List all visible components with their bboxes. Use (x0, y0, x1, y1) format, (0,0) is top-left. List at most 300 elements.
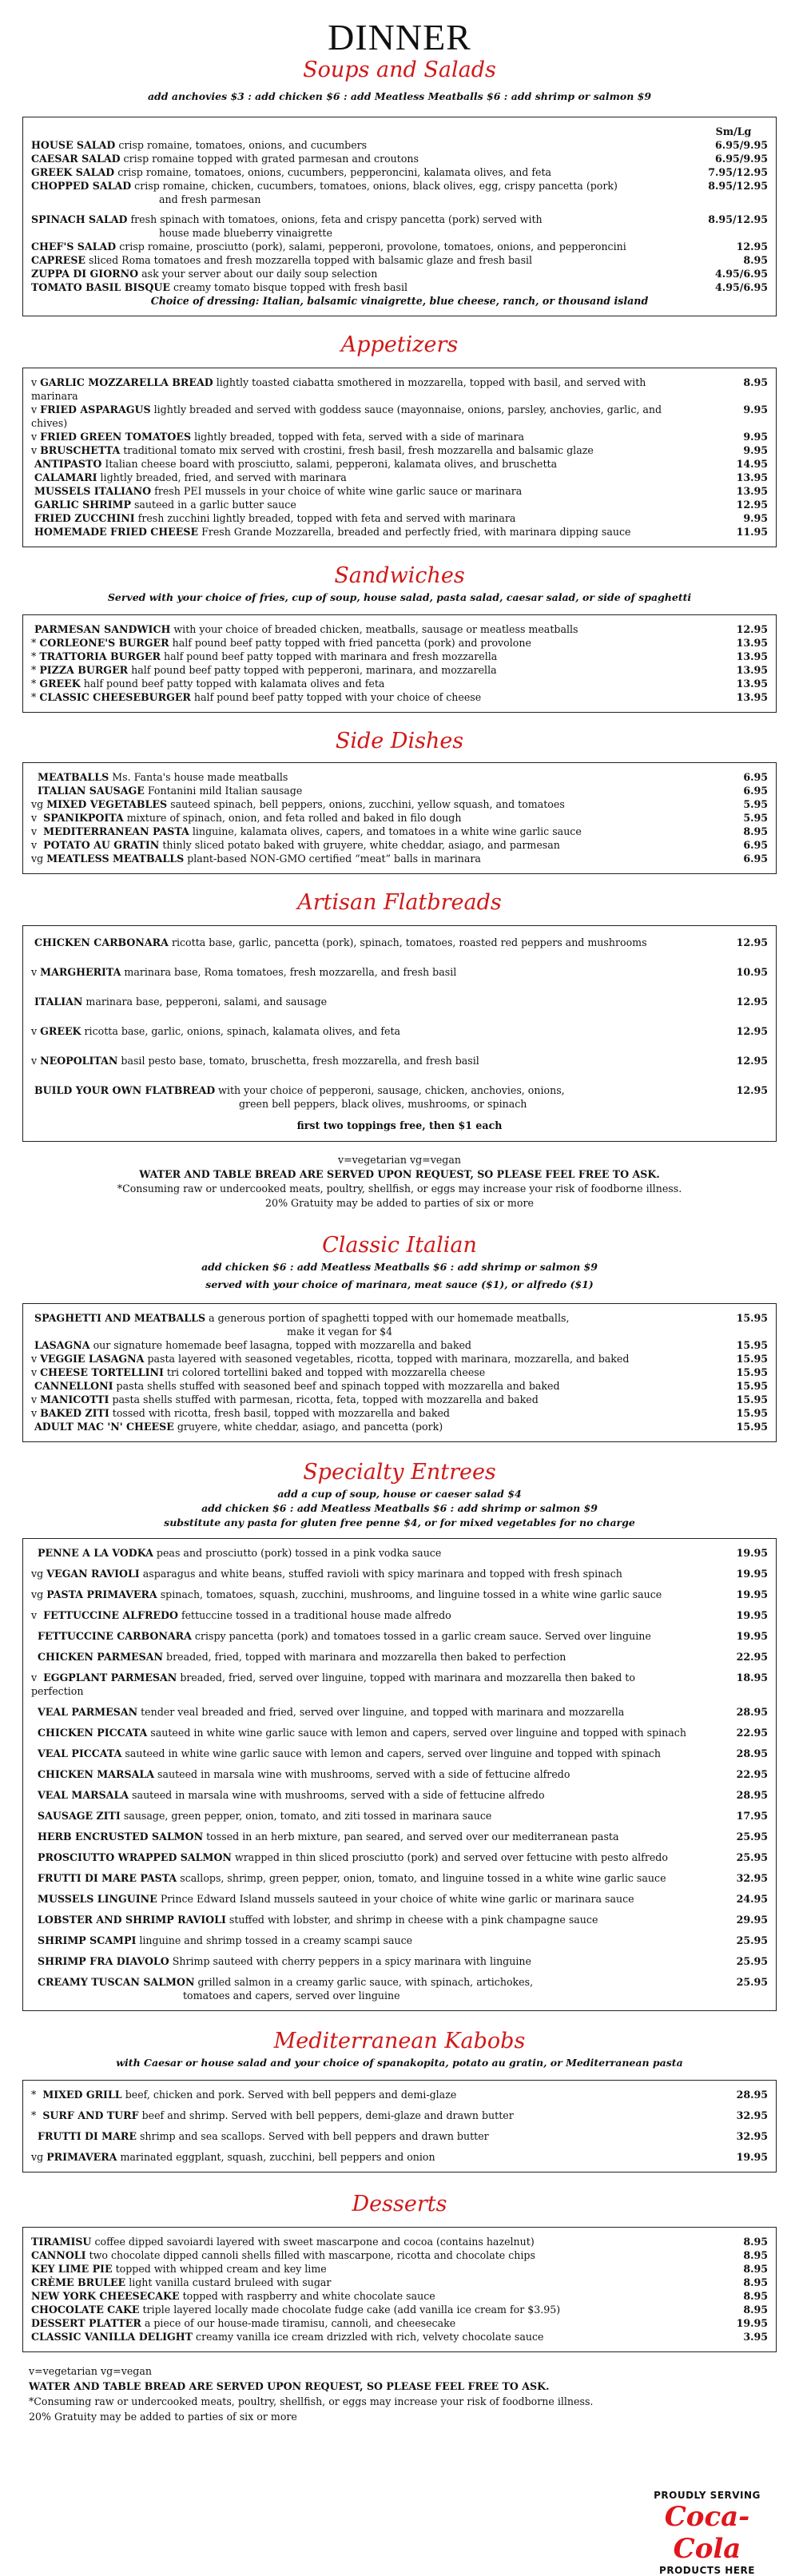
menu-item-desc: tri colored tortellini baked and topped with mozzarella cheese (166, 1366, 486, 1378)
menu-item (31, 1934, 768, 1947)
menu-item-price: 15.95 (736, 1380, 768, 1392)
menu-item (31, 2276, 768, 2289)
menu-item-name: MEATBALLS (38, 771, 109, 783)
menu-item (31, 165, 768, 179)
menu-item-description-block (31, 936, 699, 949)
menu-item-description-block (31, 1671, 699, 1698)
menu-item-price: 25.95 (736, 1934, 768, 1946)
diet-legend: v=vegetarian vg=vegan (338, 1154, 461, 1166)
section-subtitle: with Caesar or house salad and your choice of spanakopita, potato au gratin, or Mediterranean pasta (116, 2057, 683, 2069)
menu-item-desc: lightly toasted ciabatta smothered in mozzarella, topped with basil, and served with marinara (31, 376, 646, 402)
menu-item-desc-continued: green bell peppers, black olives, mushrooms, or spinach (239, 1098, 527, 1110)
menu-item-name: CHICKEN PARMESAN (38, 1651, 164, 1663)
menu-item-name: SPINACH SALAD (31, 213, 128, 225)
menu-item (31, 2109, 768, 2122)
menu-item-price: 13.95 (736, 650, 768, 662)
menu-item (31, 1788, 768, 1802)
menu-item-description-block (31, 1650, 699, 1664)
menu-item (31, 1406, 768, 1420)
menu-item-price: 12.95 (736, 623, 768, 635)
menu-item-price: 32.95 (736, 2109, 768, 2121)
menu-item-description-block (31, 165, 699, 179)
menu-item (31, 1054, 768, 1067)
menu-item-name: NEW YORK CHEESECAKE (31, 2290, 180, 2302)
menu-item (31, 152, 768, 165)
menu-item-desc: lightly breaded and served with goddess sauce (mayonnaise, onions, parsley, anchovies, garlic, and chives) (31, 403, 662, 429)
menu-item (31, 1705, 768, 1719)
menu-item (31, 1588, 768, 1601)
menu-item-desc: sauteed in white wine garlic sauce with lemon and capers, served over linguine and topped with spinach (150, 1727, 686, 1739)
diet-marker: v (31, 403, 38, 415)
menu-item-name: HERB ENCRUSTED SALMON (38, 1831, 204, 1843)
menu-item-description-block (31, 1338, 699, 1352)
menu-item-name: TOMATO BASIL BISQUE (31, 281, 170, 293)
menu-item-desc: crisp romaine, tomatoes, onions, and cucumbers (118, 139, 368, 151)
menu-item (31, 1851, 768, 1864)
menu-item-price: 8.95 (743, 2304, 768, 2316)
menu-item-price: 8.95 (743, 825, 768, 837)
menu-item-name: ADULT MAC 'N' CHEESE (34, 1421, 174, 1433)
menu-item (31, 1975, 768, 2002)
menu-item-description-block (31, 1767, 699, 1781)
diet-marker: vg (31, 853, 44, 865)
menu-item-price: 13.95 (736, 664, 768, 676)
menu-item (31, 2316, 768, 2330)
menu-item-name: KEY LIME PIE (31, 2263, 113, 2275)
menu-item-name: CRÈME BRULEE (31, 2276, 126, 2288)
menu-item-price: 15.95 (736, 1366, 768, 1378)
menu-item (31, 1629, 768, 1643)
section-title-classic-italian: Classic Italian (322, 1233, 477, 1258)
menu-item (31, 403, 768, 430)
menu-item-price: 8.95 (743, 2263, 768, 2275)
menu-item (31, 484, 768, 498)
menu-item (31, 1871, 768, 1885)
menu-item-desc: half pound beef patty topped with your choice of cheese (193, 691, 482, 703)
menu-item (31, 1567, 768, 1580)
menu-item-desc: crispy pancetta (pork) and tomatoes tossed in a garlic cream sauce. Served over linguine (194, 1630, 651, 1642)
menu-item-name: TRATTORIA BURGER (39, 650, 161, 662)
menu-item-desc: a generous portion of spaghetti topped with our homemade meatballs, (209, 1312, 570, 1324)
menu-item (31, 622, 768, 636)
menu-item-description-block (31, 138, 699, 152)
menu-item (31, 690, 768, 704)
gratuity-note: 20% Gratuity may be added to parties of six or more (29, 2411, 297, 2423)
menu-box-flatbreads (22, 925, 777, 1142)
menu-item-description-block (31, 2150, 699, 2164)
menu-item-price: 15.95 (736, 1407, 768, 1419)
menu-item-description-block (31, 2289, 699, 2303)
menu-item-price: 28.95 (736, 1706, 768, 1718)
menu-item-name: VEAL PICCATA (38, 1747, 122, 1759)
diet-marker: * (31, 637, 37, 649)
menu-item-desc: triple layered locally made chocolate fudge cake (add vanilla ice cream for $3.95) (142, 2304, 561, 2316)
menu-item-name: FRIED GREEN TOMATOES (40, 431, 192, 443)
menu-item-price: 4.95/6.95 (715, 268, 768, 280)
menu-item-description-block (31, 1629, 699, 1643)
menu-item-description-block (31, 240, 699, 253)
menu-item-name: CHICKEN CARBONARA (34, 936, 169, 948)
diet-marker (31, 1976, 38, 1988)
menu-box-desserts (22, 2227, 777, 2352)
menu-box-specialty-entrees (22, 1538, 777, 2011)
menu-item (31, 2303, 768, 2316)
menu-item-price: 6.95 (743, 839, 768, 851)
menu-item-description-block (31, 2235, 699, 2248)
menu-item-price: 22.95 (736, 1768, 768, 1780)
menu-item-price: 28.95 (736, 2089, 768, 2101)
diet-marker: v (31, 812, 41, 824)
menu-item-description-block (31, 2109, 699, 2122)
menu-item-price: 15.95 (736, 1421, 768, 1433)
diet-marker (31, 2130, 38, 2142)
menu-item-description-block (31, 852, 699, 865)
size-header: Sm/Lg (715, 125, 752, 137)
menu-item-desc: with your choice of pepperoni, sausage, chicken, anchovies, onions, (218, 1084, 565, 1096)
menu-item-price: 29.95 (736, 1914, 768, 1926)
menu-item-name: CHOCOLATE CAKE (31, 2304, 140, 2316)
menu-item-description-block (31, 1788, 699, 1802)
menu-item-description-block (31, 1705, 699, 1719)
menu-item-description-block (31, 1830, 699, 1843)
menu-item (31, 663, 768, 677)
section-subtitle: substitute any pasta for gluten free penne $4, or for mixed vegetables for no charge (164, 1517, 635, 1529)
menu-item-name: FRIED ASPARAGUS (40, 403, 151, 415)
menu-item-name: FETTUCCINE ALFREDO (43, 1609, 178, 1621)
diet-marker (31, 1547, 38, 1559)
menu-item-description-block (31, 1851, 699, 1864)
diet-marker: vg (31, 1568, 44, 1580)
menu-item-name: CANNOLI (31, 2249, 86, 2261)
menu-item-desc: sauteed in a garlic butter sauce (133, 499, 296, 511)
menu-item (31, 1393, 768, 1406)
menu-item-price: 13.95 (736, 637, 768, 649)
menu-item (31, 1809, 768, 1823)
menu-item-price: 24.95 (736, 1893, 768, 1905)
menu-item-description-block (31, 1352, 699, 1366)
diet-marker: v (31, 1055, 38, 1067)
diet-marker: vg (31, 798, 44, 810)
menu-item-name: SHRIMP FRA DIAVOLO (38, 1955, 169, 1967)
diet-marker (31, 1851, 38, 1863)
menu-item-price: 9.95 (743, 444, 768, 456)
menu-item-name: CHEF'S SALAD (31, 241, 117, 252)
menu-item-desc: beef, chicken and pork. Served with bell peppers and demi-glaze (125, 2089, 457, 2101)
section-title-side-dishes: Side Dishes (335, 729, 464, 753)
menu-item (31, 2150, 768, 2164)
menu-item (31, 376, 768, 403)
menu-box-side-dishes (22, 762, 777, 874)
menu-item-desc: linguine and shrimp tossed in a creamy scampi sauce (139, 1934, 413, 1946)
menu-item-name: FETTUCCINE CARBONARA (38, 1630, 192, 1642)
menu-item-desc: grilled salmon in a creamy garlic sauce, with spinach, artichokes, (197, 1976, 534, 1988)
diet-marker (31, 1955, 38, 1967)
menu-item-name: POTATO AU GRATIN (43, 839, 160, 851)
menu-item (31, 471, 768, 484)
diet-marker: * (31, 2089, 40, 2101)
menu-item-desc: creamy vanilla ice cream drizzled with rich, velvety chocolate sauce (196, 2331, 544, 2343)
menu-item-price: 9.95 (743, 512, 768, 524)
menu-item-desc: sauteed in marsala wine with mushrooms, served with a side of fettucine alfredo (157, 1768, 570, 1780)
menu-item-name: CHICKEN MARSALA (38, 1768, 154, 1780)
diet-marker (31, 1789, 38, 1801)
menu-item-desc: scallops, shrimp, green pepper, onion, tomato, and linguine tossed in a white wine garlic sauce (180, 1872, 666, 1884)
menu-item-description-block (31, 2303, 699, 2316)
menu-item-desc: Shrimp sauteed with cherry peppers in a spicy marinara with linguine (172, 1955, 531, 1967)
menu-item-description-block (31, 457, 699, 471)
menu-item-price: 25.95 (736, 1955, 768, 1967)
menu-item (31, 1608, 768, 1622)
menu-item-name: CAESAR SALAD (31, 153, 121, 165)
menu-item (31, 430, 768, 443)
menu-item (31, 1892, 768, 1906)
menu-item-desc: shrimp and sea scallops. Served with bell peppers and drawn butter (139, 2130, 489, 2142)
menu-item-name: ITALIAN (34, 996, 83, 1008)
menu-item-desc: crisp romaine, chicken, cucumbers, tomatoes, onions, black olives, egg, crispy pancetta (pork) (134, 180, 618, 192)
menu-item (31, 1767, 768, 1781)
menu-item (31, 498, 768, 511)
menu-item-description-block (31, 2276, 699, 2289)
menu-item-name: DESSERT PLATTER (31, 2317, 141, 2329)
menu-item-name: SPANIKPOITA (43, 812, 124, 824)
menu-item-price: 5.95 (743, 812, 768, 824)
menu-item-name: PROSCIUTTO WRAPPED SALMON (38, 1851, 232, 1863)
menu-item-desc-continued: tomatoes and capers, served over linguine (183, 1990, 400, 2002)
badge-bottom-text: PRODUCTS HERE (659, 2565, 755, 2576)
menu-item-name: SURF AND TURF (42, 2109, 139, 2121)
menu-item-desc: creamy tomato bisque topped with fresh basil (173, 281, 408, 293)
menu-item-price: 19.95 (736, 1547, 768, 1559)
menu-item-description-block (31, 179, 699, 206)
menu-item-name: CHICKEN PICCATA (38, 1727, 148, 1739)
menu-item-desc: fettuccine tossed in a traditional house made alfredo (181, 1609, 451, 1621)
toppings-note: first two toppings free, then $1 each (296, 1119, 503, 1131)
menu-item-price: 8.95/12.95 (708, 180, 768, 192)
menu-item-desc: topped with whipped cream and key lime (115, 2263, 327, 2275)
menu-item-description-block (31, 267, 699, 280)
menu-item-description-block (31, 1726, 699, 1739)
menu-item-price: 10.95 (736, 966, 768, 978)
menu-item (31, 2088, 768, 2101)
menu-item-desc: basil pesto base, tomato, bruschetta, fresh mozzarella, and fresh basil (121, 1055, 479, 1067)
menu-item-description-block (31, 1954, 699, 1968)
menu-item-desc: fresh PEI mussels in your choice of white wine garlic sauce or marinara (154, 485, 523, 497)
menu-item-name: CALAMARI (34, 471, 97, 483)
menu-item-name: GREEK (40, 1025, 81, 1037)
section-title-appetizers: Appetizers (340, 332, 459, 357)
menu-item-name: VEAL PARMESAN (38, 1706, 138, 1718)
menu-item-description-block (31, 838, 699, 852)
menu-item-desc: ask your server about our daily soup selection (141, 268, 378, 280)
menu-item-description-block (31, 1934, 699, 1947)
menu-item-desc: sauteed spinach, bell peppers, onions, zucchini, yellow squash, and tomatoes (170, 798, 565, 810)
menu-item-price: 13.95 (736, 471, 768, 483)
menu-item-name: PARMESAN SANDWICH (34, 623, 171, 635)
menu-item-name: GREEK (39, 678, 81, 690)
menu-item (31, 677, 768, 690)
menu-item-price: 12.95 (736, 1084, 768, 1096)
menu-item-description-block (31, 1608, 699, 1622)
coca-cola-logo: Coca-Cola (664, 2501, 750, 2565)
menu-item-name: PASTA PRIMAVERA (46, 1588, 157, 1600)
diet-marker: v (31, 1407, 38, 1419)
menu-item-desc: half pound beef patty topped with fried pancetta (pork) and provolone (172, 637, 531, 649)
menu-item-description-block (31, 471, 699, 484)
menu-item-description-block (31, 1366, 699, 1379)
menu-box-sandwiches (22, 614, 777, 713)
menu-item-desc: stuffed with lobster, and shrimp in cheese with a pink champagne sauce (229, 1914, 598, 1926)
menu-item-description-block (31, 2330, 699, 2343)
diet-marker (31, 1727, 38, 1739)
menu-item-name: ANTIPASTO (34, 458, 102, 470)
menu-item-desc: ricotta base, garlic, onions, spinach, kalamata olives, and feta (84, 1025, 401, 1037)
dressing-note: Choice of dressing: Italian, balsamic vinaigrette, blue cheese, ranch, or thousand island (150, 295, 649, 307)
menu-item-price: 5.95 (743, 798, 768, 810)
menu-item-price: 12.95 (736, 499, 768, 511)
diet-marker (31, 1630, 38, 1642)
menu-item-price: 19.95 (736, 2151, 768, 2163)
menu-item-name: MARGHERITA (40, 966, 121, 978)
menu-item-desc: tender veal breaded and fried, served over linguine, and topped with marinara and mozzarella (141, 1706, 625, 1718)
gratuity-note: 20% Gratuity may be added to parties of six or more (265, 1197, 534, 1209)
menu-box-classic-italian (22, 1303, 777, 1442)
menu-item-desc-continued: and fresh parmesan (159, 193, 261, 205)
menu-item-desc: pasta layered with seasoned vegetables, ricotta, topped with marinara, mozzarella, and baked (147, 1353, 630, 1365)
diet-marker: v (31, 444, 38, 456)
menu-item-desc: Fresh Grande Mozzarella, breaded and perfectly fried, with marinara dipping sauce (201, 526, 631, 538)
menu-item-description-block (31, 525, 699, 539)
menu-item (31, 1726, 768, 1739)
menu-item-description-block (31, 1054, 699, 1067)
bottom-notes-block (22, 2363, 777, 2424)
diet-marker (31, 1914, 38, 1926)
menu-item-description-block (31, 677, 699, 690)
consume-warning: *Consuming raw or undercooked meats, poultry, shellfish, or eggs may increase your risk of foodborne illness. (29, 2395, 594, 2407)
menu-item-description-block (31, 1892, 699, 1906)
menu-item-description-block (31, 636, 699, 650)
section-title-desserts: Desserts (352, 2192, 447, 2216)
menu-item-name: VEGAN RAVIOLI (46, 1568, 140, 1580)
menu-item-price: 6.95/9.95 (715, 153, 768, 165)
menu-item-price: 6.95 (743, 785, 768, 797)
menu-item-price: 13.95 (736, 691, 768, 703)
menu-item (31, 1546, 768, 1560)
menu-item-name: LASAGNA (34, 1339, 90, 1351)
diet-marker: * (31, 678, 37, 690)
menu-item (31, 784, 768, 797)
menu-item (31, 1747, 768, 1760)
menu-item-desc: pasta shells stuffed with seasoned beef and spinach topped with mozzarella and baked (116, 1380, 560, 1392)
menu-item-price: 32.95 (736, 2130, 768, 2142)
menu-item (31, 852, 768, 865)
menu-item-price: 25.95 (736, 1851, 768, 1863)
menu-item (31, 240, 768, 253)
menu-item (31, 995, 768, 1008)
menu-item-desc: with your choice of breaded chicken, meatballs, sausage or meatless meatballs (173, 623, 578, 635)
diet-marker: v (31, 839, 41, 851)
diet-marker: v (31, 431, 38, 443)
menu-item-name: SPAGHETTI AND MEATBALLS (34, 1312, 206, 1324)
menu-item-description-block (31, 213, 699, 240)
menu-item-desc: lightly breaded, fried, and served with marinara (100, 471, 347, 483)
menu-item-price: 19.95 (736, 1568, 768, 1580)
menu-item (31, 213, 768, 240)
menu-item (31, 636, 768, 650)
menu-item-price: 6.95 (743, 771, 768, 783)
diet-marker (31, 1651, 38, 1663)
menu-item-description-block (31, 770, 699, 784)
menu-item-description-block (31, 2262, 699, 2276)
menu-item-price: 19.95 (736, 2317, 768, 2329)
menu-item-desc: our signature homemade beef lasagna, topped with mozzarella and baked (93, 1339, 471, 1351)
menu-item-name: TIRAMISU (31, 2236, 92, 2248)
menu-item-description-block (31, 152, 699, 165)
diet-marker (31, 1810, 38, 1822)
menu-item-name: MUSSELS LINGUINE (38, 1893, 157, 1905)
menu-item-price: 12.95 (736, 241, 768, 252)
menu-item (31, 1366, 768, 1379)
menu-item-desc: a piece of our house-made tiramisu, cannoli, and cheesecake (144, 2317, 456, 2329)
menu-item (31, 1650, 768, 1664)
menu-item (31, 2248, 768, 2262)
diet-marker: v (31, 966, 38, 978)
menu-item (31, 280, 768, 294)
diet-marker (31, 785, 38, 797)
menu-item-description-block (31, 376, 699, 403)
diet-marker: v (31, 1025, 38, 1037)
menu-item-description-block (31, 965, 699, 979)
menu-item-desc: two chocolate dipped cannoli shells filled with mascarpone, ricotta and chocolate chips (89, 2249, 535, 2261)
menu-item-desc: light vanilla custard bruleed with sugar (129, 2276, 332, 2288)
notes-block (22, 1153, 777, 1210)
menu-item-desc-continued: house made blueberry vinaigrette (159, 227, 332, 239)
menu-item-name: FRIED ZUCCHINI (34, 512, 135, 524)
menu-item-description-block (31, 1546, 699, 1560)
menu-item-name: CAPRESE (31, 254, 86, 266)
menu-item-description-block (31, 797, 699, 811)
menu-item-price: 15.95 (736, 1339, 768, 1351)
menu-item-description-block (31, 1588, 699, 1601)
section-subtitle: add a cup of soup, house or caeser salad $4 (277, 1488, 522, 1500)
menu-item-desc: sauteed in marsala wine with mushrooms, served with a side of fettucine alfredo (132, 1789, 545, 1801)
diet-legend: v=vegetarian vg=vegan (29, 2365, 152, 2377)
menu-item-name: MIXED GRILL (42, 2089, 122, 2101)
menu-item-description-block (31, 2129, 699, 2143)
diet-marker: v (31, 1609, 41, 1621)
menu-item (31, 2330, 768, 2343)
diet-marker (31, 1831, 38, 1843)
menu-item-desc: plant-based NON-GMO certified “meat” balls in marinara (187, 853, 481, 865)
menu-item (31, 811, 768, 825)
menu-item-name: VEGGIE LASAGNA (40, 1353, 145, 1365)
menu-item-name: BUILD YOUR OWN FLATBREAD (34, 1084, 216, 1096)
menu-item-name: HOUSE SALAD (31, 139, 116, 151)
menu-item (31, 1024, 768, 1038)
menu-item-name: CHEESE TORTELLINI (40, 1366, 164, 1378)
menu-item-desc: half pound beef patty topped with kalamata olives and feta (83, 678, 385, 690)
menu-item-name: ZUPPA DI GIORNO (31, 268, 139, 280)
menu-item-description-block (31, 1379, 699, 1393)
diet-marker: vg (31, 1588, 44, 1600)
menu-item-desc: sauteed in white wine garlic sauce with lemon and capers, served over linguine and topped with spinach (125, 1747, 662, 1759)
menu-item-name: MEATLESS MEATBALLS (46, 853, 185, 865)
menu-item-description-block (31, 253, 699, 267)
menu-item-price: 12.95 (736, 1055, 768, 1067)
diet-marker (31, 1893, 38, 1905)
menu-item-name: PENNE A LA VODKA (38, 1547, 153, 1559)
menu-item-name: CANNELLONI (34, 1380, 113, 1392)
menu-item-desc: breaded, fried, topped with marinara and mozzarella then baked to perfection (166, 1651, 566, 1663)
